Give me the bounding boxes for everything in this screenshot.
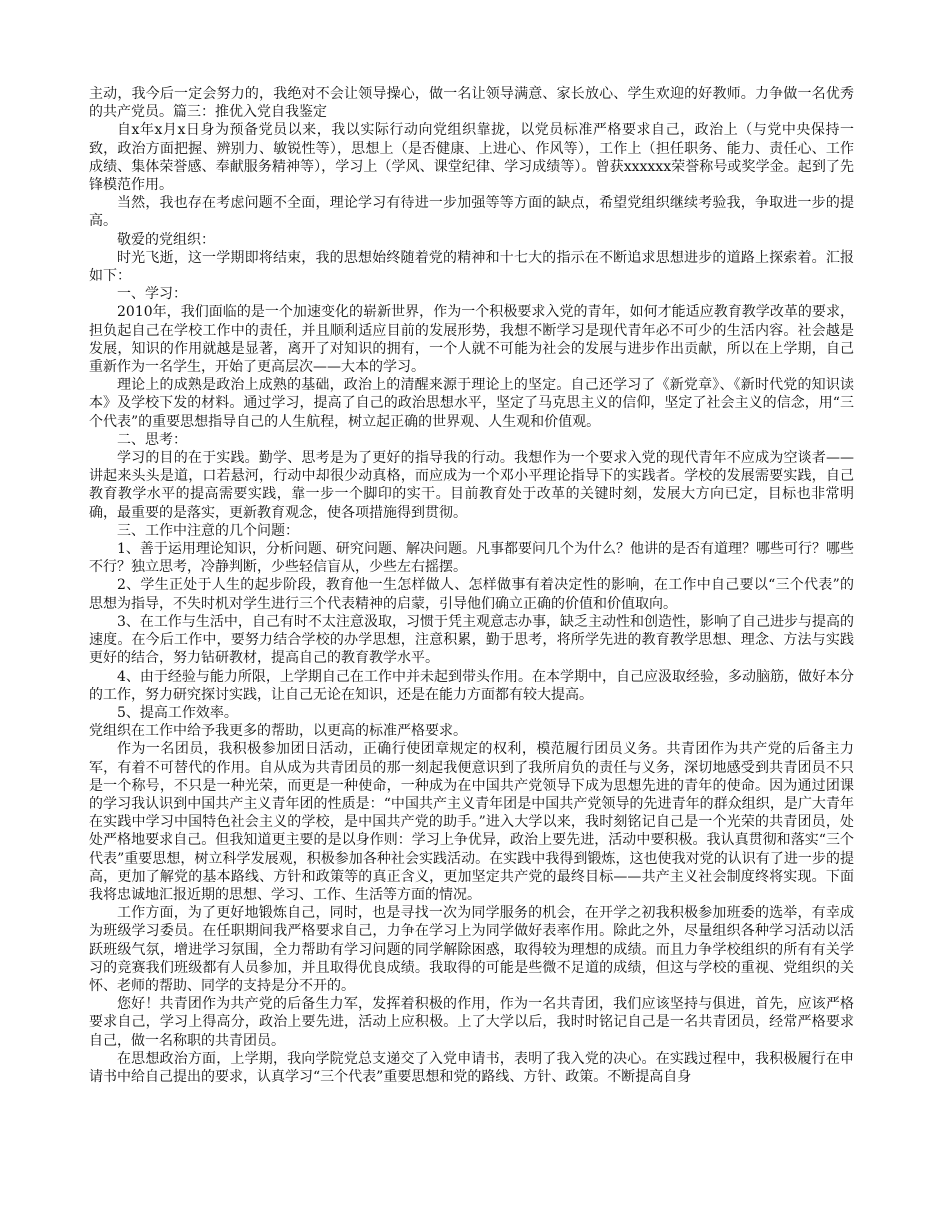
paragraph: 您好！共青团作为共产党的后备生力军，发挥着积极的作用，作为一名共青团，我们应该坚持与俱进，首先，应该严格要求自己，学习上得高分，政治上要先进，活动上应积极。上了大学以后，我时时铭记自己是一名共青团员，经常严格要求自己，做一名称职的共青团员。 [89, 996, 854, 1049]
paragraph: 作为一名团员，我积极参加团日活动，正确行使团章规定的权利，模范履行团员义务。共青团作为共产党的后备主力军，有着不可替代的作用。自从成为共青团员的那一刻起我便意识到了我所肩负的责任与义务，深切地感受到共青团员不只是一个称号，不只是一种光荣，而更是一种使命，一种成为在中国共产党领导下成为思想先进的青年的使命。因为通过团课的学习我认识到中国共产主义青年团的性质是：“中国共产主义青年团是中国共产党领导的先进青年的群众组织，是广大青年在实践中学习中国特色社会主义的学校，是中国共产党的助手。”进入大学以来，我时刻铭记自己是一个光荣的共青团员，处处严格地要求自己。但我知道更主要的是以身作则：学习上争优异，政治上要先进，活动中要积极。我认真贯彻和落实“三个代表”重要思想，树立科学发展观，积极参加各种社会实践活动。在实践中我得到锻炼，这也使我对党的认识有了进一步的提高，更加了解党的基本路线、方针和政策等的真正含义，更加坚定共产党的最终目标——共产主义社会制度终将实现。下面我将忠诚地汇报近期的思想、学习、工作、生活等方面的情况。 [89, 741, 854, 903]
document-body [89, 85, 854, 1086]
section-heading: 三、工作中注意的几个问题： [117, 522, 299, 539]
list-item: 3、在工作与生活中，自己有时不太注意汲取，习惯于凭主观意志办事，缺乏主动性和创造性，影响了自己进步与提高的速度。在今后工作中，要努力结合学校的办学思想，注意积累，勤于思考，将所学先进的教育教学思想、理念、方法与实践更好的结合，努力钻研教材，提高自己的教育教学水平。 [89, 613, 854, 667]
paragraph: 理论上的成熟是政治上成熟的基础，政治上的清醒来源于理论上的坚定。自己还学习了《新党章》、《新时代党的知识读本》及学校下发的材料。通过学习，提高了自己的政治思想水平，坚定了马克思主义的信仰，坚定了社会主义的信念，用“三个代表”的重要思想指导自己的人生航程，树立起正确的世界观、人生观和价值观。 [89, 377, 854, 430]
section-heading: 一、学习： [117, 286, 187, 303]
list-item: 4、由于经验与能力所限，上学期自己在工作中并未起到带头作用。在本学期中，自己应汲取经验，多动脑筋，做好本分的工作，努力研究探讨实践，让自己无论在知识，还是在能力方面都有较大提高。 [89, 668, 854, 703]
paragraph: 工作方面，为了更好地锻炼自己，同时，也是寻找一次为同学服务的机会，在开学之初我积极参加班委的选举，有幸成为班级学习委员。在任职期间我严格要求自己，力争在学习上为同学做好表率作用。除此之外，尽量组织各种学习活动以活跃班级气氛，增进学习氛围，全力帮助有学习问题的同学解除困惑，取得较为理想的成绩。而且力争学校组织的所有有关学习的竞赛我们班级都有人员参加，并且取得优良成绩。我取得的可能是些微不足道的成绩，但这与学校的重视、党组织的关怀、老师的帮助、同学的支持是分不开的。 [89, 905, 854, 994]
paragraph: 学习的目的在于实践。勤学、思考是为了更好的指导我的行动。我想作为一个要求入党的现代青年不应成为空谈者——讲起来头头是道，口若悬河，行动中却很少动真格，而应成为一个邓小平理论指导下的实践者。学校的发展需要实践，自己教育教学水平的提高需要实践，靠一步一个脚印的实干。目前教育处于改革的关键时刻，发展大方向已定，目标也非常明确，最重要的是落实，更新教育观念，使各项措施得到贯彻。 [89, 450, 854, 521]
paragraph: 2010年，我们面临的是一个加速变化的崭新世界，作为一个积极要求入党的青年，如何才能适应教育教学改革的要求，担负起自己在学校工作中的责任，并且顺利适应目前的发展形势，我想不断学习是现代青年必不可少的生活内容。社会越是发展，知识的作用就越是显著，离开了对知识的拥有，一个人就不可能为社会的发展与进步作出贡献，所以在上学期，自己重新作为一名学生，开始了更高层次——大本的学习。 [89, 304, 854, 376]
list-item: 1、善于运用理论知识，分析问题、研究问题、解决问题。凡事都要问几个为什么？他讲的是否有道理？哪些可行？哪些不行？独立思考，冷静判断，少些轻信盲从，少些左右摇摆。 [89, 541, 854, 576]
paragraph: 党组织在工作中给予我更多的帮助，以更高的标准严格要求。 [89, 723, 467, 740]
paragraph: 主动，我今后一定会努力的，我绝对不会让领导操心，做一名让领导满意、家长放心、学生欢迎的好教师。力争做一名优秀的共产党员。篇三：推优入党自我鉴定 [89, 86, 854, 121]
paragraph: 当然，我也存在考虑问题不全面，理论学习有待进一步加强等等方面的缺点，希望党组织继续考验我，争取进一步的提高。 [89, 195, 854, 230]
section-heading: 二、思考： [117, 431, 187, 448]
list-item: 2、学生正处于人生的起步阶段，教育他一生怎样做人、怎样做事有着决定性的影响，在工作中自己要以“三个代表”的思想为指导，不失时机对学生进行三个代表精神的启蒙，引导他们确立正确的价值和价值取向。 [89, 577, 854, 612]
paragraph: 时光飞逝，这一学期即将结束，我的思想始终随着党的精神和十七大的指示在不断追求思想进步的道路上探索着。汇报如下： [89, 249, 854, 285]
paragraph: 在思想政治方面，上学期，我向学院党总支递交了入党申请书，表明了我入党的决心。在实践过程中，我积极履行在申请书中给自己提出的要求，认真学习“三个代表”重要思想和党的路线、方针、政策。不断提高自身 [89, 1050, 854, 1085]
paragraph: 自x年x月x日身为预备党员以来，我以实际行动向党组织靠拢，以党员标准严格要求自己，政治上（与党中央保持一致，政治方面把握、辨别力、敏锐性等），思想上（是否健康、上进心、作风等），工作上（担任职务、能力、责任心、工作成绩、集体荣誉感、奉献服务精神等），学习上（学风、课堂纪律、学习成绩等）。曾获xxxxxx荣誉称号或奖学金。起到了先锋模范作用。 [89, 122, 854, 194]
salutation: 敬爱的党组织： [117, 231, 215, 248]
list-item: 5、提高工作效率。 [117, 704, 238, 721]
